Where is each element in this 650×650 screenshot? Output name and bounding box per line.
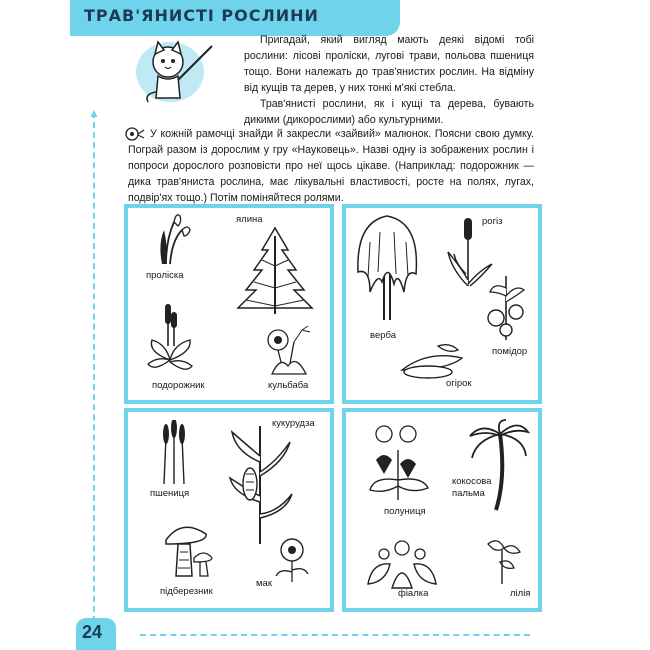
dashed-guide-vertical (93, 112, 95, 632)
label-wheat: пшениця (150, 488, 190, 499)
dandelion-illustration[interactable] (262, 322, 322, 378)
label-coconut-palm: кокосова пальма (452, 476, 492, 499)
wheat-illustration[interactable] (152, 420, 196, 486)
cat-teacher-illustration (130, 32, 220, 110)
strawberry-illustration[interactable] (364, 420, 434, 502)
dashed-guide-horizontal (140, 634, 530, 636)
snowdrop-illustration[interactable] (152, 210, 196, 266)
label-snowdrop: проліска (146, 270, 184, 281)
cucumber-illustration[interactable] (398, 340, 470, 382)
plantain-illustration[interactable] (144, 300, 196, 376)
intro-paragraph-1: Пригадай, який вигляд мають деякі відомі тобі рослини: лісові проліски, лугові трави, польова пшениця тощо. Вони належать до трав'янистих рослин. На відміну від кущів та дерев, у них тонкі м'які стебла. (244, 34, 534, 94)
label-plantain: подорожник (152, 380, 205, 391)
arrow-up-icon: ▲ (88, 106, 100, 120)
label-tomato: помідор (492, 346, 528, 357)
label-cucumber: огірок (446, 378, 472, 389)
label-cattail: рогіз (482, 216, 503, 227)
intro-paragraph-2: Трав'янисті рослини, як і кущі та дерева, бувають дикими (дикорослими) або культурними. (244, 98, 534, 126)
tomato-illustration[interactable] (484, 272, 530, 342)
lily-illustration[interactable] (478, 534, 526, 586)
violet-illustration[interactable] (362, 534, 442, 590)
spruce-illustration[interactable] (232, 226, 318, 316)
willow-illustration[interactable] (350, 212, 424, 324)
task-instructions: У кожній рамочці знайди й закресли «зайвий» малюнок. Поясни свою думку. Пограй разом із дорослим у гру «Науковець». Назві одну із зображених рослин і попроси дорослого розповісти про неї щось цікаве. (Наприклад: подорожник — дика трав'яниста рослина, має лікувальні властивості, росте на полях, лугах, подвір'ях тощо.) Потім поміняйтеся ролями. (128, 128, 534, 204)
label-corn: кукурудза (272, 418, 315, 429)
corn-illustration[interactable] (228, 422, 294, 546)
boletus-illustration[interactable] (162, 518, 216, 582)
intro-text (244, 32, 534, 128)
poppy-illustration[interactable] (270, 536, 314, 584)
page-title: ТРАВ'ЯНИСТІ РОСЛИНИ (84, 6, 319, 25)
label-willow: верба (370, 330, 397, 341)
label-boletus: підберезник (160, 586, 213, 597)
label-dandelion: кульбаба (268, 380, 309, 391)
label-poppy: мак (256, 578, 272, 589)
task-text (128, 126, 534, 206)
label-strawberry: полуниця (384, 506, 426, 517)
page-number: 24 (82, 622, 103, 642)
label-lily: лілія (510, 588, 531, 599)
label-spruce: ялина (236, 214, 263, 225)
label-violet: фіалка (398, 588, 429, 599)
